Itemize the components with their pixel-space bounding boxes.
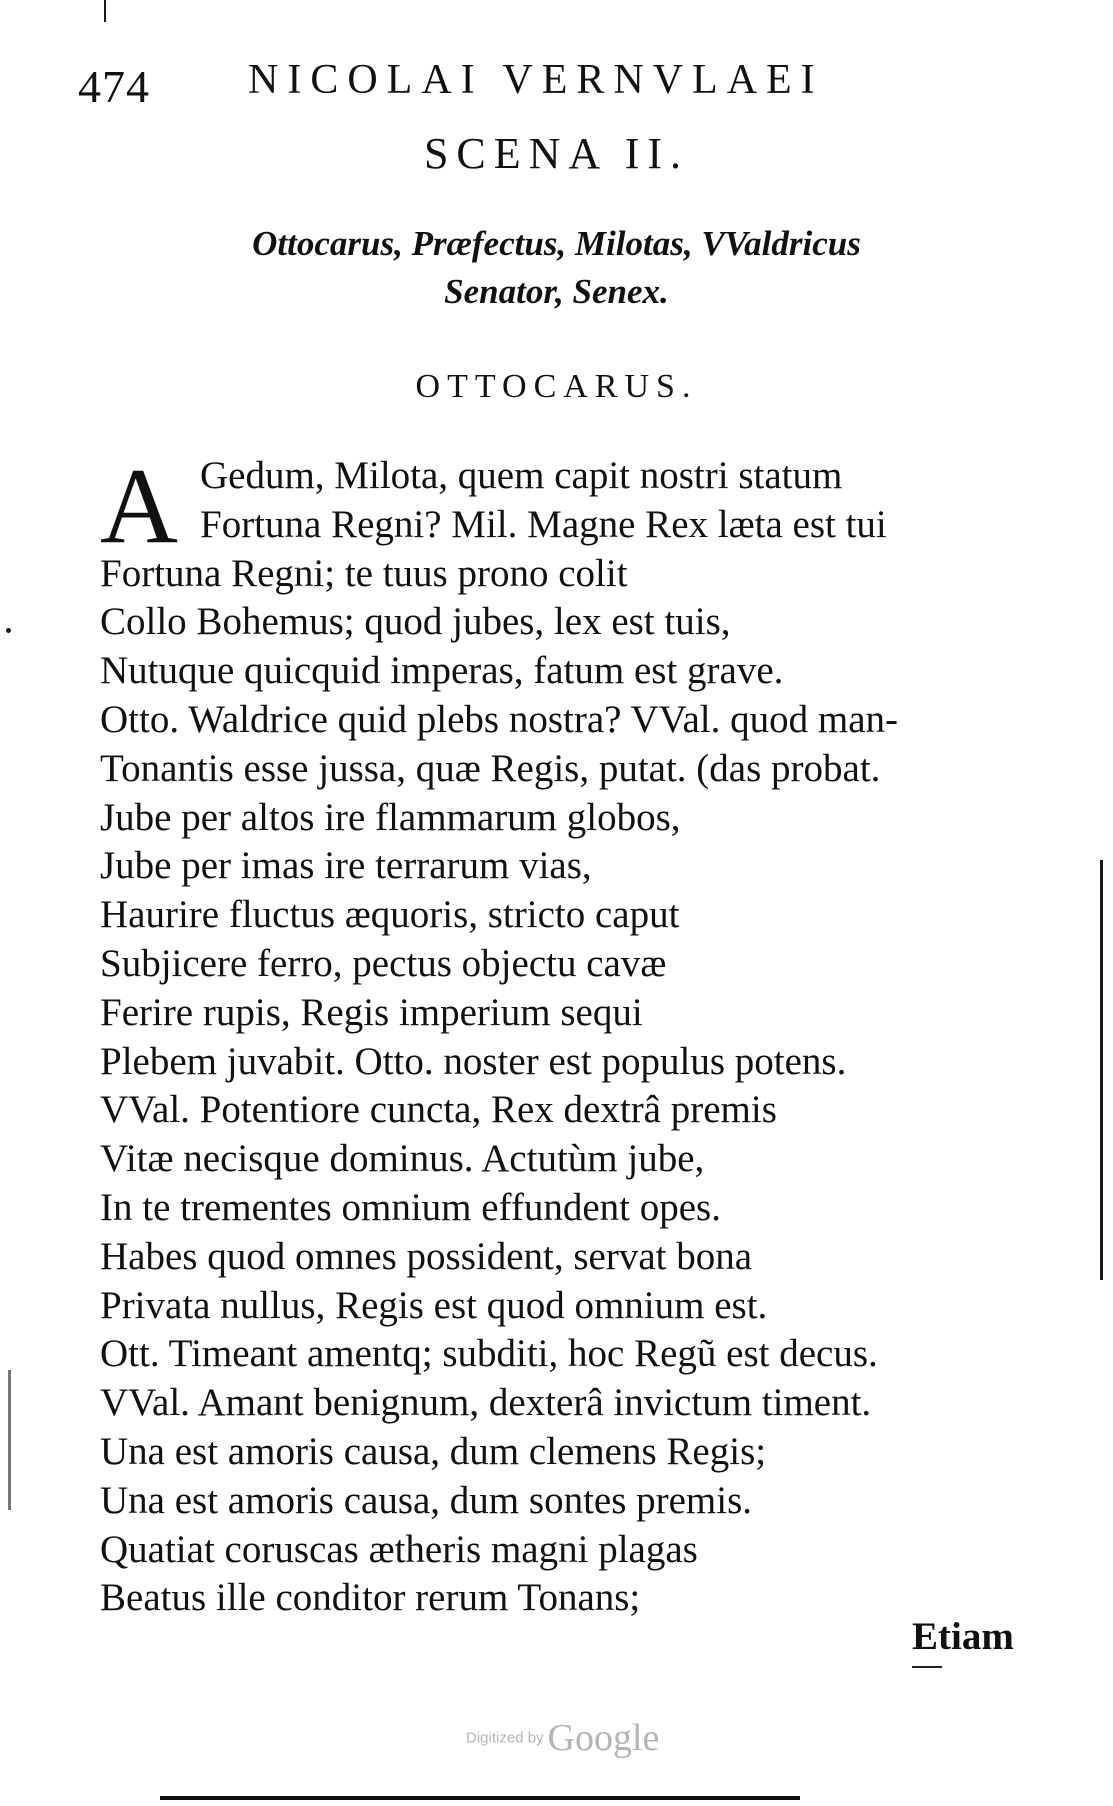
watermark-brand: Google [547,1717,660,1759]
scan-artifact [6,628,11,633]
watermark-prefix: Digitized by [466,1729,544,1747]
verse-line: Ott. Timeant amentq; subditi, hoc Regũ est decus. [100,1332,878,1376]
running-head: NICOLAI VERNVLAEI [248,57,824,103]
page-header [78,50,838,110]
verse-line: Haurire fluctus æquoris, stricto caput [100,893,680,937]
verse-line: Plebem juvabit. Otto. noster est populus potens. [100,1039,847,1083]
verse-line: Gedum, Milota, quem capit nostri statum [200,454,843,497]
verse-line: Otto. Waldrice quid plebs nostra? VVal. quod man- [100,697,899,741]
verse-line: VVal. Potentiore cuncta, Rex dextrâ premis [100,1088,777,1132]
verse-line: Jube per altos ire flammarum globos, [100,795,681,839]
bottom-scan-edge [160,1796,800,1800]
verse-line: Ferire rupis, Regis imperium sequi [100,990,643,1034]
verse-line: Beatus ille conditor rerum Tonans; [100,1576,641,1620]
verse-line: Una est amoris causa, dum clemens Regis; [100,1429,767,1473]
dramatis-personae [0,220,1113,316]
verse-line: Privata nullus, Regis est quod omnium est. [100,1283,768,1327]
drop-cap: A [100,447,178,566]
verse-block [100,447,1040,1623]
verse-line: Tonantis esse jussa, quæ Regis, putat. (das probat. [100,746,881,790]
verse-line: Fortuna Regni? Mil. Magne Rex læta est tui [200,502,887,546]
scene-title: SCENA II. [423,129,690,178]
verse-line: Jube per imas ire terrarum vias, [100,844,592,888]
verse-line: Vitæ necisque dominus. Actutùm jube, [100,1137,705,1181]
catchword-rule [912,1666,942,1668]
digitization-watermark [466,1716,659,1760]
scan-artifact [1100,860,1103,1280]
verse-line: Una est amoris causa, dum sontes premis. [100,1478,753,1522]
verse-line: Collo Bohemus; quod jubes, lex est tuis, [100,600,731,644]
speaker-heading: OTTOCARUS. [415,368,698,405]
verse-line: Habes quod omnes possident, servat bona [100,1234,753,1278]
verse-line: Subjicere ferro, pectus objectu cavæ [100,941,667,985]
verse-line: In te trementes omnium effundent opes. [100,1185,721,1229]
personae-line: Senator, Senex. [444,272,669,311]
scan-artifact [104,0,106,22]
page-number: 474 [78,61,150,112]
verse-line: VVal. Amant benignum, dexterâ invictum timent. [100,1381,872,1425]
scan-artifact [8,1370,11,1510]
verse-line: Quatiat coruscas ætheris magni plagas [100,1527,698,1571]
verse-line: Fortuna Regni; te tuus prono colit [100,551,628,595]
catchword: Etiam [912,1615,1014,1658]
personae-line: Ottocarus, Præfectus, Milotas, VValdricus [252,224,861,263]
verse-line: Nutuque quicquid imperas, fatum est grave. [100,649,784,693]
